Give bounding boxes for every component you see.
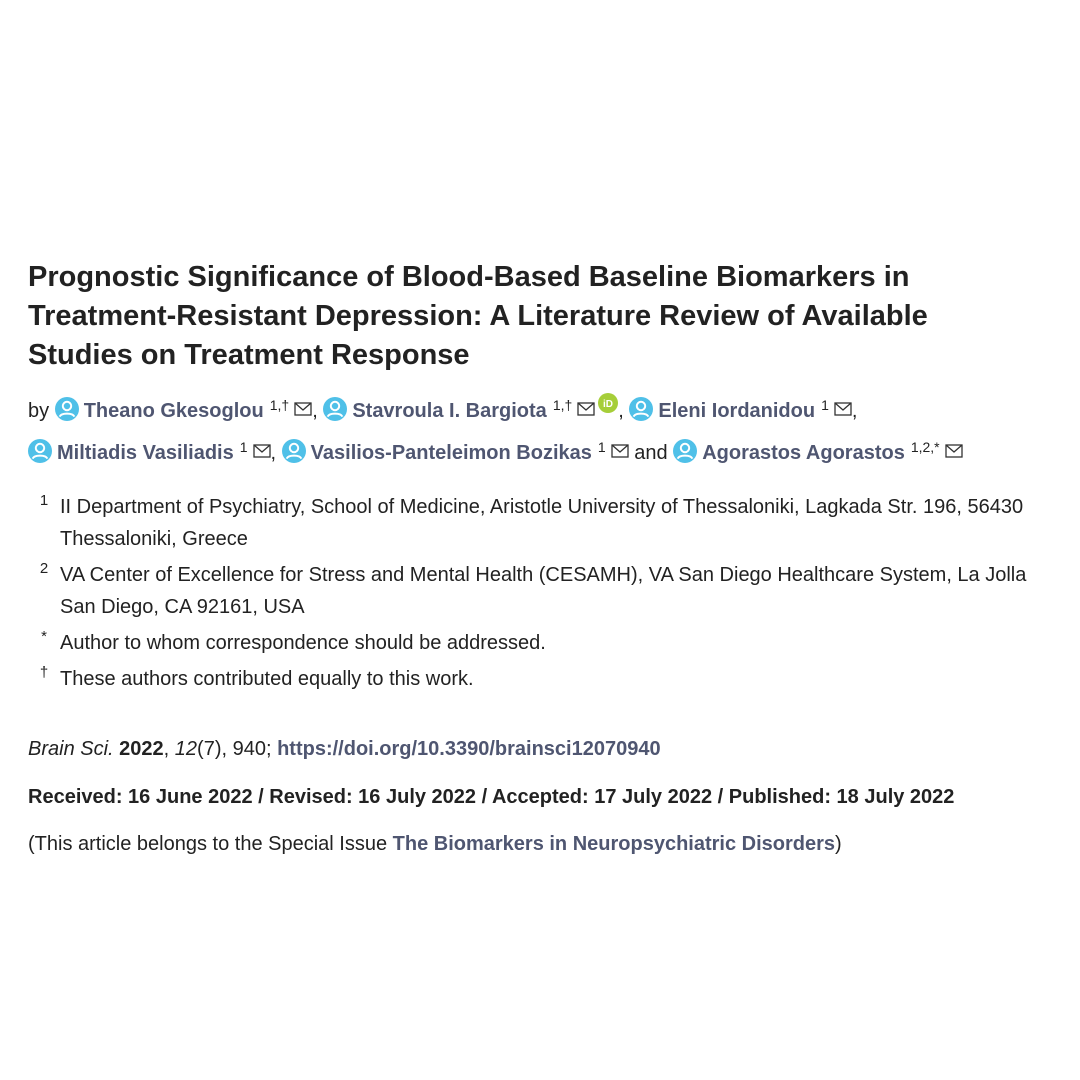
affiliation-mark: 1: [39, 492, 49, 509]
special-issue-link[interactable]: The Biomarkers in Neuropsychiatric Disorders: [392, 833, 836, 855]
email-icon[interactable]: [611, 436, 629, 468]
author-profile-icon[interactable]: [629, 397, 653, 431]
author-profile-icon[interactable]: [323, 397, 347, 431]
comma: ,: [851, 400, 858, 422]
citation-volume: 12: [174, 738, 198, 760]
author-name[interactable]: Vasilios-Panteleimon Bozikas: [310, 442, 592, 464]
affiliation-line: These authors contributed equally to this work.: [60, 668, 474, 690]
author-item: [673, 439, 962, 464]
title-line: Studies on Treatment Response: [28, 339, 470, 371]
affiliation-line: San Diego, CA 92161, USA: [60, 596, 305, 618]
email-icon[interactable]: [253, 436, 271, 468]
affiliation-item: [28, 663, 1080, 695]
author-affiliation-sup: 1,†: [269, 397, 290, 413]
comma: ,: [270, 442, 277, 464]
author-name[interactable]: Eleni Iordanidou: [658, 400, 816, 422]
affiliation-mark: *: [41, 628, 47, 645]
affiliation-text: [60, 491, 1080, 555]
comma: ,: [312, 400, 318, 422]
and-label: and: [634, 442, 668, 464]
author-affiliation-sup: 1: [821, 397, 829, 413]
affiliation-item: [28, 491, 1080, 555]
email-icon[interactable]: [294, 394, 312, 426]
email-icon[interactable]: [577, 394, 595, 426]
affiliation-text: [60, 627, 1080, 659]
author-name[interactable]: Stavroula I. Bargiota: [352, 400, 547, 422]
comma: ,: [618, 400, 624, 422]
author-affiliation-sup: 1: [597, 439, 606, 455]
affiliation-item: [28, 559, 1080, 623]
article-title: [28, 258, 1080, 375]
affiliation-text: [60, 663, 1080, 695]
author-profile-icon[interactable]: [28, 439, 52, 473]
affiliation-list: [28, 491, 1080, 695]
email-icon[interactable]: [945, 436, 963, 468]
author-name[interactable]: Agorastos Agorastos: [702, 442, 905, 464]
title-line: Treatment-Resistant Depression: A Literature Review of Available: [28, 300, 928, 332]
author-profile-icon[interactable]: [673, 439, 697, 473]
citation-separator: ,: [163, 738, 175, 760]
special-issue-prefix: (This article belongs to the Special Issue: [28, 833, 393, 855]
author-name[interactable]: Theano Gkesoglou: [83, 400, 264, 422]
doi-link[interactable]: https://doi.org/10.3390/brainsci12070940: [277, 738, 661, 760]
affiliation-line: II Department of Psychiatry, School of Medicine, Aristotle University of Thessaloniki, Lagkada Str. 196, 56430: [60, 496, 1024, 518]
affiliation-line: Author to whom correspondence should be addressed.: [60, 632, 546, 654]
author-item: [629, 397, 851, 422]
author-affiliation-sup: 1,†: [552, 397, 573, 413]
author-affiliation-sup: 1,2,*: [910, 439, 940, 455]
author-affiliation-sup: 1: [239, 439, 248, 455]
author-profile-icon[interactable]: [55, 397, 79, 431]
journal-name: Brain Sci.: [28, 738, 114, 760]
affiliation-mark: 2: [39, 560, 49, 577]
citation-year: 2022: [119, 738, 164, 760]
author-name[interactable]: Miltiadis Vasiliadis: [57, 442, 234, 464]
publication-dates: Received: 16 June 2022 / Revised: 16 July 2022 / Accepted: 17 July 2022 / Published: 18 July 2022: [28, 786, 955, 808]
author-profile-icon[interactable]: [282, 439, 306, 473]
orcid-icon[interactable]: [598, 391, 618, 423]
svg-text:iD: iD: [603, 399, 614, 410]
affiliation-item: [28, 627, 1080, 659]
affiliation-line: VA Center of Excellence for Stress and Mental Health (CESAMH), VA San Diego Healthcare System, La Jolla: [60, 564, 1027, 586]
title-line: Prognostic Significance of Blood-Based Baseline Biomarkers in: [28, 261, 910, 293]
special-issue-suffix: ): [835, 833, 842, 855]
author-item: [282, 439, 629, 464]
author-item: [55, 397, 313, 422]
by-label: by: [28, 400, 50, 422]
author-item: [323, 397, 618, 422]
author-item: [28, 439, 271, 464]
affiliation-mark: †: [39, 664, 49, 681]
affiliation-line: Thessaloniki, Greece: [60, 528, 248, 550]
affiliation-text: [60, 559, 1080, 623]
citation-issue: (7), 940;: [197, 738, 278, 760]
article-header: [28, 258, 1080, 858]
citation: [28, 735, 1080, 763]
special-issue-note: [28, 830, 1080, 858]
author-list: [28, 389, 1080, 473]
email-icon[interactable]: [834, 394, 852, 426]
